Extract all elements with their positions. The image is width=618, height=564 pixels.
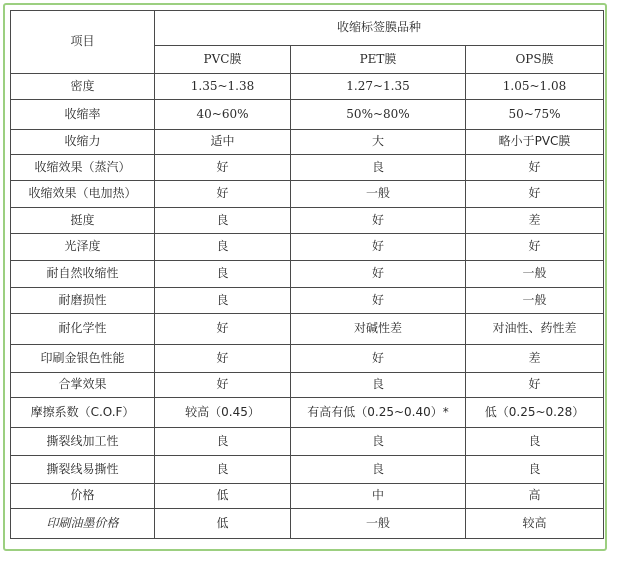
cell-ops: 1.05~1.08 xyxy=(466,74,604,100)
cell-pet: 一般 xyxy=(291,509,466,539)
header-row-1 xyxy=(11,11,604,46)
cell-pvc: 较高（0.45） xyxy=(155,398,291,428)
header-col-pet: PET膜 xyxy=(291,46,466,74)
cell-pvc: 好 xyxy=(155,373,291,398)
table-row xyxy=(11,484,604,509)
cell-pvc: 良 xyxy=(155,456,291,484)
cell-pet: 好 xyxy=(291,288,466,314)
table-row xyxy=(11,345,604,373)
cell-pvc: 好 xyxy=(155,181,291,208)
cell-pvc: 良 xyxy=(155,208,291,234)
cell-ops: 低（0.25~0.28） xyxy=(466,398,604,428)
cell-pet: 有高有低（0.25~0.40）* xyxy=(291,398,466,428)
row-item-label: 收缩效果（电加热） xyxy=(11,181,155,208)
row-item-label: 收缩力 xyxy=(11,130,155,155)
cell-ops: 良 xyxy=(466,456,604,484)
table-body xyxy=(11,74,604,539)
cell-ops: 好 xyxy=(466,155,604,181)
cell-pet: 良 xyxy=(291,428,466,456)
cell-pvc: 40~60% xyxy=(155,100,291,130)
cell-pet: 好 xyxy=(291,261,466,288)
header-col-pvc: PVC膜 xyxy=(155,46,291,74)
cell-ops: 好 xyxy=(466,234,604,261)
cell-pvc: 好 xyxy=(155,155,291,181)
cell-pvc: 好 xyxy=(155,314,291,345)
cell-ops: 差 xyxy=(466,345,604,373)
cell-ops: 对油性、药性差 xyxy=(466,314,604,345)
cell-pet: 良 xyxy=(291,155,466,181)
table-row xyxy=(11,261,604,288)
header-item: 项目 xyxy=(11,11,155,74)
cell-pet: 好 xyxy=(291,208,466,234)
cell-ops: 较高 xyxy=(466,509,604,539)
cell-pet: 一般 xyxy=(291,181,466,208)
row-item-label: 印刷油墨价格 xyxy=(11,509,155,539)
cell-pet: 大 xyxy=(291,130,466,155)
cell-pvc: 良 xyxy=(155,288,291,314)
cell-ops: 差 xyxy=(466,208,604,234)
cell-pvc: 良 xyxy=(155,261,291,288)
table-row xyxy=(11,314,604,345)
cell-pet: 良 xyxy=(291,456,466,484)
cell-pvc: 适中 xyxy=(155,130,291,155)
header-col-ops: OPS膜 xyxy=(466,46,604,74)
row-item-label: 撕裂线加工性 xyxy=(11,428,155,456)
cell-pet: 1.27~1.35 xyxy=(291,74,466,100)
row-item-label: 耐磨损性 xyxy=(11,288,155,314)
cell-pet: 好 xyxy=(291,234,466,261)
cell-pvc: 低 xyxy=(155,509,291,539)
cell-ops: 良 xyxy=(466,428,604,456)
table-row xyxy=(11,234,604,261)
row-item-label: 收缩效果（蒸汽） xyxy=(11,155,155,181)
table-row xyxy=(11,74,604,100)
table-row xyxy=(11,509,604,539)
cell-pvc: 良 xyxy=(155,428,291,456)
row-item-label: 摩擦系数（C.O.F） xyxy=(11,398,155,428)
cell-pet: 对碱性差 xyxy=(291,314,466,345)
table-row xyxy=(11,456,604,484)
table-row xyxy=(11,100,604,130)
cell-pet: 好 xyxy=(291,345,466,373)
cell-ops: 略小于PVC膜 xyxy=(466,130,604,155)
cell-ops: 好 xyxy=(466,181,604,208)
cell-pvc: 低 xyxy=(155,484,291,509)
row-item-label: 印刷金银色性能 xyxy=(11,345,155,373)
cell-ops: 一般 xyxy=(466,288,604,314)
cell-pvc: 良 xyxy=(155,234,291,261)
row-item-label: 耐自然收缩性 xyxy=(11,261,155,288)
cell-pet: 良 xyxy=(291,373,466,398)
cell-ops: 50~75% xyxy=(466,100,604,130)
cell-pet: 中 xyxy=(291,484,466,509)
table-row xyxy=(11,155,604,181)
row-item-label: 密度 xyxy=(11,74,155,100)
row-item-label: 价格 xyxy=(11,484,155,509)
table-row xyxy=(11,130,604,155)
row-item-label: 收缩率 xyxy=(11,100,155,130)
table-row xyxy=(11,288,604,314)
row-item-label: 挺度 xyxy=(11,208,155,234)
table-row xyxy=(11,428,604,456)
row-item-label: 合掌效果 xyxy=(11,373,155,398)
table-row xyxy=(11,181,604,208)
table-row xyxy=(11,208,604,234)
row-item-label: 光泽度 xyxy=(11,234,155,261)
shrink-film-comparison-table xyxy=(10,10,604,539)
row-item-label: 撕裂线易撕性 xyxy=(11,456,155,484)
header-film-types: 收缩标签膜品种 xyxy=(155,11,604,46)
cell-ops: 高 xyxy=(466,484,604,509)
cell-pvc: 1.35~1.38 xyxy=(155,74,291,100)
table-row xyxy=(11,398,604,428)
cell-pvc: 好 xyxy=(155,345,291,373)
row-item-label: 耐化学性 xyxy=(11,314,155,345)
cell-ops: 一般 xyxy=(466,261,604,288)
cell-pet: 50%~80% xyxy=(291,100,466,130)
table-row xyxy=(11,373,604,398)
cell-ops: 好 xyxy=(466,373,604,398)
